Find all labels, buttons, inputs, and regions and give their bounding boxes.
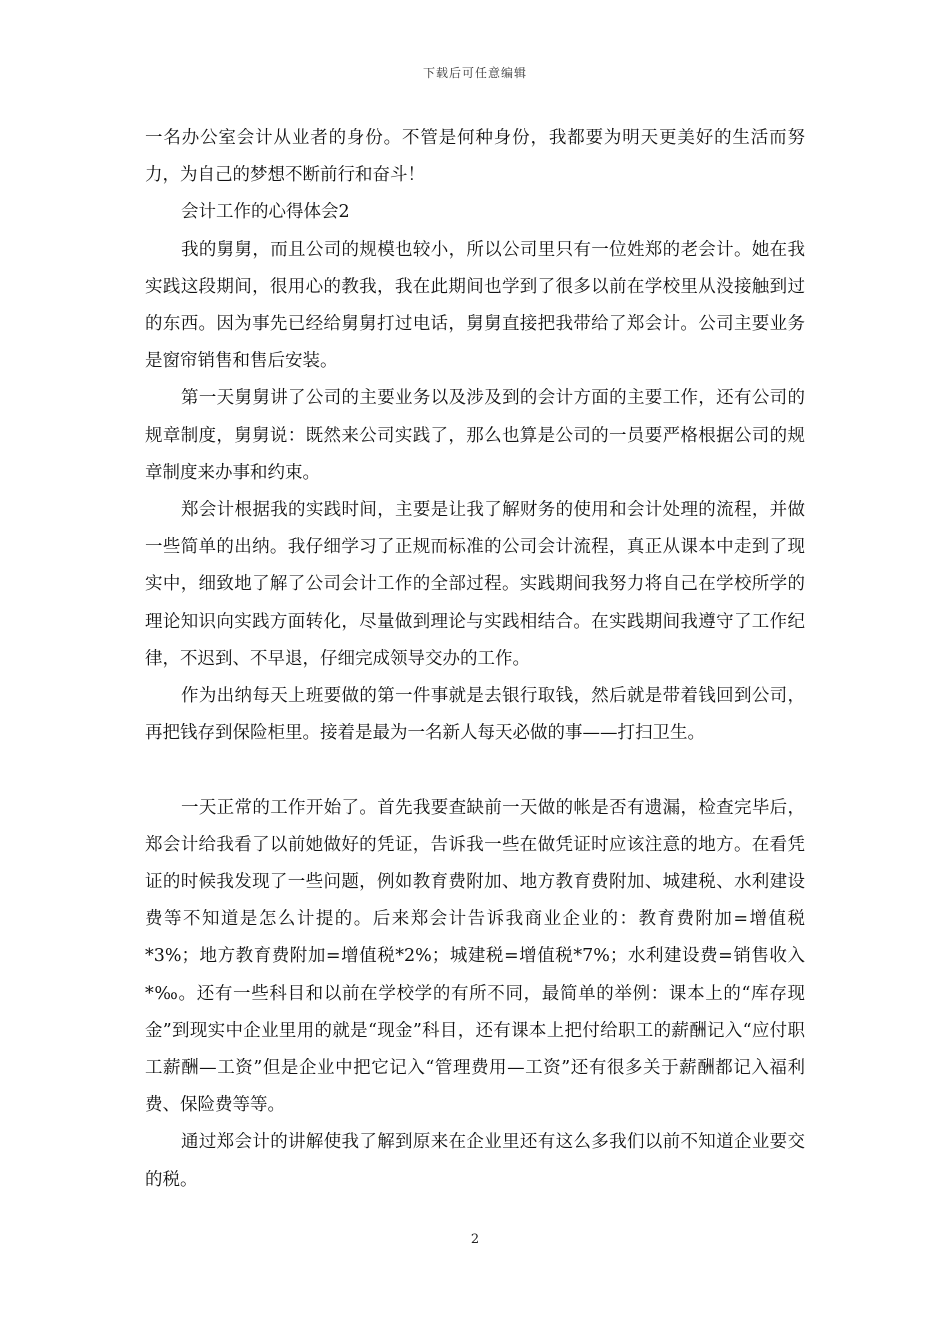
paragraph: 一天正常的工作开始了。首先我要查缺前一天做的帐是否有遗漏，检查完毕后，郑会计给我看了以前她做好的凭证，告诉我一些在做凭证时应该注意的地方。在看凭证的时候我发现了一些问题，例如教育费附加、地方教育费附加、城建税、水利建设费等不知道是怎么计提的。后来郑会计告诉我商业企业的：教育费附加=增值税*3%；地方教育费附加=增值税*2%；城建税=增值税*7%；水利建设费=销售收入*‰。还有一些科目和以前在学校学的有所不同，最简单的举例：课本上的“库存现金”到现实中企业里用的就是“现金”科目，还有课本上把付给职工的薪酬记入“应付职工薪酬—工资”但是企业中把它记入“管理费用—工资”还有很多关于薪酬都记入福利费、保险费等等。 bbox=[145, 797, 805, 1116]
section-heading: 会计工作的心得体会2 bbox=[181, 202, 350, 223]
paragraph: 作为出纳每天上班要做的第一件事就是去银行取钱，然后就是带着钱回到公司，再把钱存到保险柜里。接着是最为一名新人每天必做的事——打扫卫生。 bbox=[145, 686, 805, 744]
paragraph: 通过郑会计的讲解使我了解到原来在企业里还有这么多我们以前不知道企业要交的税。 bbox=[145, 1132, 805, 1190]
paragraph-continuation: 一名办公室会计从业者的身份。不管是何种身份，我都要为明天更美好的生活而努力，为自己的梦想不断前行和奋斗！ bbox=[145, 128, 805, 186]
document-body bbox=[145, 120, 805, 1199]
page-number: 2 bbox=[470, 1232, 480, 1247]
blank-line bbox=[145, 752, 805, 789]
paragraph: 郑会计根据我的实践时间，主要是让我了解财务的使用和会计处理的流程，并做一些简单的出纳。我仔细学习了正规而标准的公司会计流程，真正从课本中走到了现实中，细致地了解了公司会计工作的全部过程。实践期间我努力将自己在学校所学的理论知识向实践方面转化，尽量做到理论与实践相结合。在实践期间我遵守了工作纪律，不迟到、不早退，仔细完成领导交办的工作。 bbox=[145, 500, 805, 669]
page-header: 下载后可任意编辑 bbox=[422, 66, 527, 80]
paragraph: 我的舅舅，而且公司的规模也较小，所以公司里只有一位姓郑的老会计。她在我实践这段期间，很用心的教我，我在此期间也学到了很多以前在学校里从没接触到过的东西。因为事先已经给舅舅打过电话，舅舅直接把我带给了郑会计。公司主要业务是窗帘销售和售后安装。 bbox=[145, 239, 805, 372]
paragraph: 第一天舅舅讲了公司的主要业务以及涉及到的会计方面的主要工作，还有公司的规章制度，舅舅说：既然来公司实践了，那么也算是公司的一员要严格根据公司的规章制度来办事和约束。 bbox=[145, 388, 805, 483]
